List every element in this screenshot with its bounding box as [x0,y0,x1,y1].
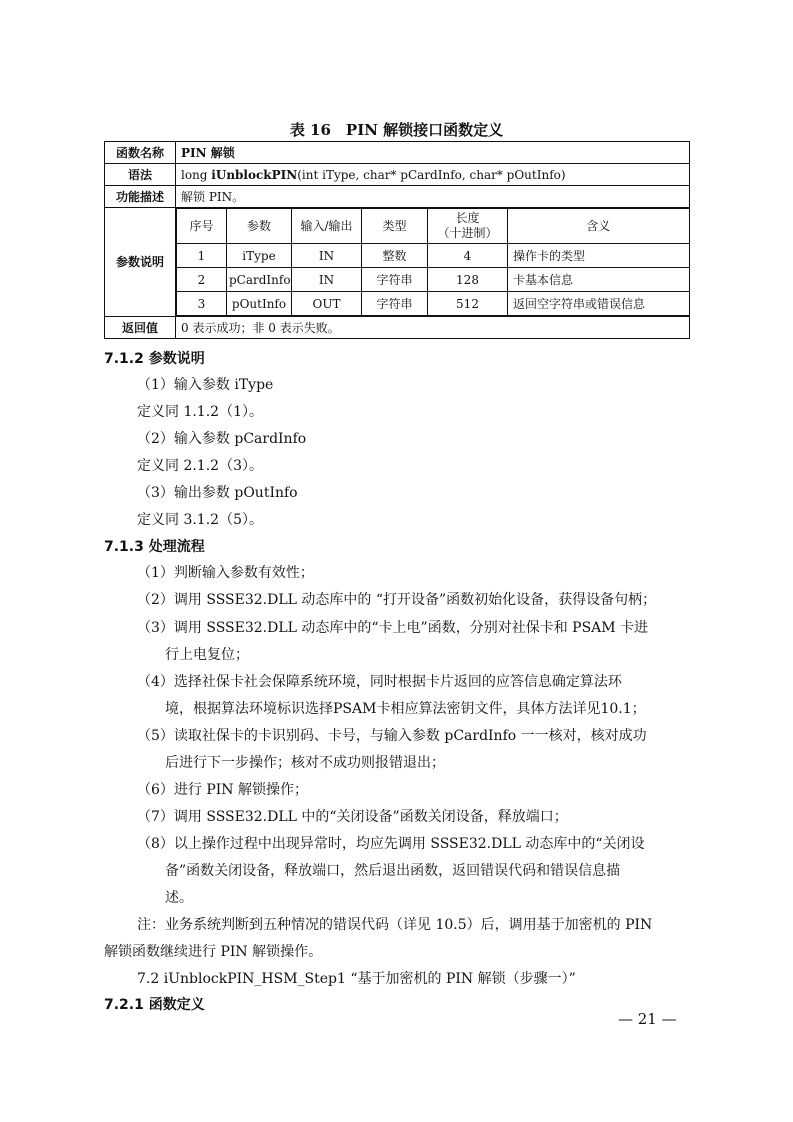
process-step: （6）进行 PIN 解锁操作； [137,782,309,798]
params-header-row [177,209,690,244]
header-io: 输入/输出 [292,209,362,244]
section-heading-72: 7.2 iUnblockPIN_HSM_Step1 “基于加密机的 PIN 解锁（步骤一）” [137,971,576,987]
name-value: PIN 解锁 [176,142,690,164]
spec-row-name [105,142,690,164]
process-step: （7）调用 SSSE32.DLL 中的“关闭设备”函数关闭设备，释放端口； [137,809,568,825]
process-step-cont: 境，根据算法环境标识选择PSAM卡相应算法密钥文件，具体方法详见10.1； [165,701,646,717]
desc-value: 解锁 PIN。 [176,186,690,208]
spec-row-desc [105,186,690,208]
desc-label: 功能描述 [105,186,176,208]
param-line: 定义同 1.1.2（1）。 [137,404,263,420]
param-type: 字符串 [362,292,428,316]
param-no: 2 [177,268,227,292]
process-step-cont: 备”函数关闭设备，释放端口，然后退出函数，返回错误代码和错误信息描 [165,863,621,879]
param-meaning: 操作卡的类型 [508,244,690,268]
param-io: IN [292,268,362,292]
param-io: OUT [292,292,362,316]
process-step: （4）选择社保卡社会保障系统环境，同时根据卡片返回的应答信息确定算法环 [137,674,622,690]
note-line: 注：业务系统判断到五种情况的错误代码（详见 10.5）后，调用基于加密机的 PIN [137,917,653,933]
param-io: IN [292,244,362,268]
spec-row-syntax [105,164,690,186]
params-table [176,208,690,316]
section-heading-712: 7.1.2 参数说明 [104,351,205,367]
process-step: （3）调用 SSSE32.DLL 动态库中的“卡上电”函数，分别对社保卡和 PSAM 卡进 [137,620,649,636]
param-type: 整数 [362,244,428,268]
page-number: — 21 — [618,1010,677,1028]
table-caption: 表 16 PIN 解锁接口函数定义 [289,121,504,139]
return-label: 返回值 [105,317,176,339]
function-spec-table [104,141,690,339]
process-step-cont: 述。 [165,890,193,906]
param-meaning: 返回空字符串或错误信息 [508,292,690,316]
syntax-function-name: iUnblockPIN [211,167,298,182]
param-row [177,268,690,292]
param-length: 128 [428,268,508,292]
param-length: 4 [428,244,508,268]
param-no: 1 [177,244,227,268]
spec-row-params [105,208,690,317]
process-step: （8）以上操作过程中出现异常时，均应先调用 SSSE32.DLL 动态库中的“关闭设 [137,836,645,852]
name-label: 函数名称 [105,142,176,164]
param-no: 3 [177,292,227,316]
section-heading-721: 7.2.1 函数定义 [104,997,205,1013]
header-type: 类型 [362,209,428,244]
syntax-label: 语法 [105,164,176,186]
param-line: （1）输入参数 iType [137,377,274,393]
note-line: 解锁函数继续进行 PIN 解锁操作。 [104,944,323,960]
params-label: 参数说明 [105,208,176,317]
header-param: 参数 [227,209,292,244]
header-meaning: 含义 [508,209,690,244]
header-length-line2: （十进制） [437,226,498,240]
header-length-line1: 长度 [455,211,480,225]
param-length: 512 [428,292,508,316]
process-step: （2）调用 SSSE32.DLL 动态库中的 “打开设备”函数初始化设备，获得设备句柄； [137,592,657,608]
param-row [177,292,690,316]
param-type: 字符串 [362,268,428,292]
process-step: （5）读取社保卡的卡识别码、卡号，与输入参数 pCardInfo 一一核对，核对成功 [137,728,647,744]
param-line: 定义同 2.1.2（3）。 [137,458,263,474]
syntax-value [176,164,690,186]
param-name: iType [227,244,292,268]
header-no: 序号 [177,209,227,244]
params-cell [176,208,690,317]
header-length [428,209,508,244]
param-line: （3）输出参数 pOutInfo [137,485,298,501]
param-name: pCardInfo [227,268,292,292]
syntax-prefix: long [181,167,212,182]
syntax-args: (int iType, char* pCardInfo, char* pOutInfo) [297,167,566,182]
return-value: 0 表示成功；非 0 表示失败。 [176,317,690,339]
spec-row-return [105,317,690,339]
param-row [177,244,690,268]
process-step-cont: 行上电复位； [165,647,249,663]
param-line: 定义同 3.1.2（5）。 [137,512,263,528]
section-heading-713: 7.1.3 处理流程 [104,539,205,555]
param-name: pOutInfo [227,292,292,316]
process-step: （1）判断输入参数有效性； [137,565,314,581]
process-step-cont: 后进行下一步操作；核对不成功则报错退出； [165,755,445,771]
param-meaning: 卡基本信息 [508,268,690,292]
param-line: （2）输入参数 pCardInfo [137,431,307,447]
